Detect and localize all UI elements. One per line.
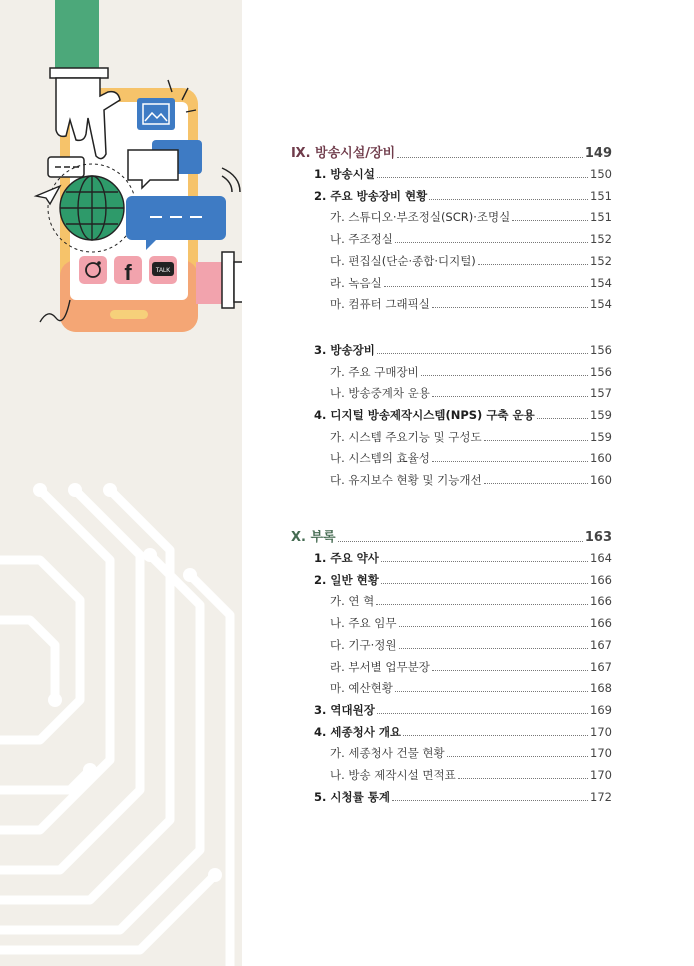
dot-leader (377, 713, 588, 714)
toc-page-number: 169 (590, 702, 612, 717)
dot-leader (447, 756, 588, 757)
toc-section[interactable] (314, 163, 612, 181)
toc-page-number: 168 (590, 681, 612, 696)
dot-leader (512, 220, 588, 221)
toc-page-number: 167 (590, 637, 612, 652)
table-of-contents (283, 0, 613, 966)
paper-plane-icon (36, 186, 60, 204)
toc-page-number: 166 (590, 572, 612, 587)
toc-subsection[interactable] (330, 447, 612, 465)
talk-glyph: TALK (155, 268, 171, 274)
dot-leader (432, 461, 588, 462)
toc-label: 3. 방송장비 (314, 342, 375, 357)
toc-label: 가. 시스템 주요기능 및 구성도 (330, 429, 482, 444)
toc-label: 다. 유지보수 현황 및 기능개선 (330, 473, 482, 488)
toc-section[interactable] (314, 721, 612, 739)
toc-section[interactable] (314, 786, 612, 804)
toc-label: 라. 녹음실 (330, 275, 382, 290)
toc-page-number: 156 (590, 364, 612, 379)
dot-leader (421, 375, 588, 376)
toc-subsection[interactable] (330, 293, 612, 311)
dot-leader (484, 483, 588, 484)
dot-leader (429, 199, 588, 200)
toc-page-number: 170 (590, 746, 612, 761)
toc-label: 가. 주요 구매장비 (330, 364, 419, 379)
dot-leader (392, 800, 588, 801)
toc-section[interactable] (314, 404, 612, 422)
toc-section[interactable] (314, 339, 612, 357)
toc-page-number: 170 (590, 768, 612, 782)
toc-subsection[interactable] (330, 469, 612, 487)
dot-leader (377, 353, 588, 354)
dot-leader (376, 604, 588, 605)
facebook-glyph: f (124, 260, 132, 285)
sleeve (55, 0, 99, 70)
toc-label: 4. 세종청사 개요 (314, 724, 402, 739)
dot-leader (484, 440, 588, 441)
toc-label: 마. 예산현황 (330, 681, 393, 696)
toc-chapter-ch10[interactable] (291, 527, 612, 545)
dot-leader (395, 691, 588, 692)
toc-label: 나. 방송중계차 운용 (330, 386, 430, 401)
toc-page-number: 170 (590, 724, 612, 739)
thumbs-up-icon (196, 246, 242, 308)
toc-subsection[interactable] (330, 206, 612, 224)
circuit-pattern (0, 490, 230, 966)
toc-page-number: 166 (590, 616, 612, 631)
toc-label: 라. 부서별 업무분장 (330, 659, 430, 674)
dot-leader (399, 626, 589, 627)
dot-leader (432, 307, 588, 308)
toc-page-number: 152 (590, 253, 612, 268)
dot-leader (458, 778, 588, 779)
toc-subsection[interactable] (330, 590, 612, 608)
wifi-icon (222, 168, 240, 192)
toc-subsection[interactable] (330, 272, 612, 290)
toc-page-number: 167 (590, 659, 612, 674)
toc-page-number: 159 (590, 408, 612, 422)
toc-label: 나. 시스템의 효율성 (330, 451, 430, 466)
toc-page-number: 156 (590, 342, 612, 357)
facebook-icon (114, 256, 142, 285)
toc-label: 1. 방송시설 (314, 167, 375, 181)
dot-leader (397, 157, 583, 158)
toc-chapter-ch9[interactable] (291, 143, 612, 161)
toc-subsection[interactable] (330, 228, 612, 246)
dot-leader (399, 648, 589, 649)
dot-leader (377, 177, 588, 178)
toc-subsection[interactable] (330, 382, 612, 400)
toc-label: 1. 주요 약사 (314, 551, 379, 565)
illustration-svg (0, 0, 242, 966)
dot-leader (384, 286, 588, 287)
dot-leader (381, 583, 588, 584)
toc-subsection[interactable] (330, 742, 612, 760)
toc-page-number: 166 (590, 594, 612, 609)
toc-page-number: 163 (584, 530, 612, 545)
toc-section[interactable] (314, 547, 612, 565)
toc-label: 나. 주조정실 (330, 232, 393, 247)
toc-subsection[interactable] (330, 250, 612, 268)
toc-page-number: 172 (590, 789, 612, 804)
toc-subsection[interactable] (330, 677, 612, 695)
toc-section[interactable] (314, 569, 612, 587)
instagram-icon (79, 256, 107, 284)
dot-leader (432, 670, 588, 671)
toc-label: 나. 방송 제작시설 면적표 (330, 768, 456, 782)
dot-leader (395, 242, 588, 243)
toc-page-number: 160 (590, 473, 612, 488)
toc-label: Ⅸ. 방송시설/장비 (291, 146, 396, 161)
toc-page-number: 159 (590, 429, 612, 444)
toc-page-number: 164 (590, 551, 612, 565)
talk-icon (149, 256, 177, 284)
toc-label: 4. 디지털 방송제작시스템(NPS) 구축 운용 (314, 408, 535, 422)
toc-label: 2. 일반 현황 (314, 572, 379, 587)
toc-subsection[interactable] (330, 361, 612, 379)
toc-section[interactable] (314, 699, 612, 717)
toc-page-number: 154 (590, 275, 612, 290)
toc-label: 가. 연 혁 (330, 594, 375, 609)
toc-page-number: 150 (590, 167, 612, 181)
illustration-panel (0, 0, 242, 966)
toc-label: Ⅹ. 부록 (291, 530, 336, 545)
toc-label: 마. 컴퓨터 그래픽실 (330, 297, 430, 312)
toc-label: 5. 시청률 통계 (314, 789, 390, 804)
toc-label: 다. 기구·정원 (330, 637, 397, 652)
toc-subsection[interactable] (330, 612, 612, 630)
toc-label: 3. 역대원장 (314, 702, 375, 717)
toc-page-number: 160 (590, 451, 612, 466)
toc-page-number: 151 (590, 210, 612, 225)
toc-page-number: 149 (584, 146, 612, 161)
toc-page-number: 157 (590, 386, 612, 401)
toc-subsection[interactable] (330, 634, 612, 652)
image-icon (137, 98, 175, 130)
toc-subsection[interactable] (330, 656, 612, 674)
toc-label: 다. 편집실(단순·종합·디지털) (330, 253, 476, 268)
dot-leader (403, 735, 588, 736)
toc-subsection[interactable] (330, 426, 612, 444)
toc-page-number: 154 (590, 297, 612, 312)
toc-label: 가. 세종청사 건물 현황 (330, 746, 445, 761)
toc-section[interactable] (314, 185, 612, 203)
dot-leader (432, 396, 588, 397)
toc-label: 나. 주요 임무 (330, 616, 397, 631)
toc-page-number: 151 (590, 188, 612, 203)
toc-label: 가. 스튜디오·부조정실(SCR)·조명실 (330, 210, 511, 225)
dot-leader (478, 264, 588, 265)
dot-leader (537, 418, 588, 419)
dot-leader (381, 561, 588, 562)
toc-subsection[interactable] (330, 764, 612, 782)
dot-leader (338, 541, 583, 542)
toc-page-number: 152 (590, 232, 612, 247)
toc-label: 2. 주요 방송장비 현황 (314, 188, 428, 203)
